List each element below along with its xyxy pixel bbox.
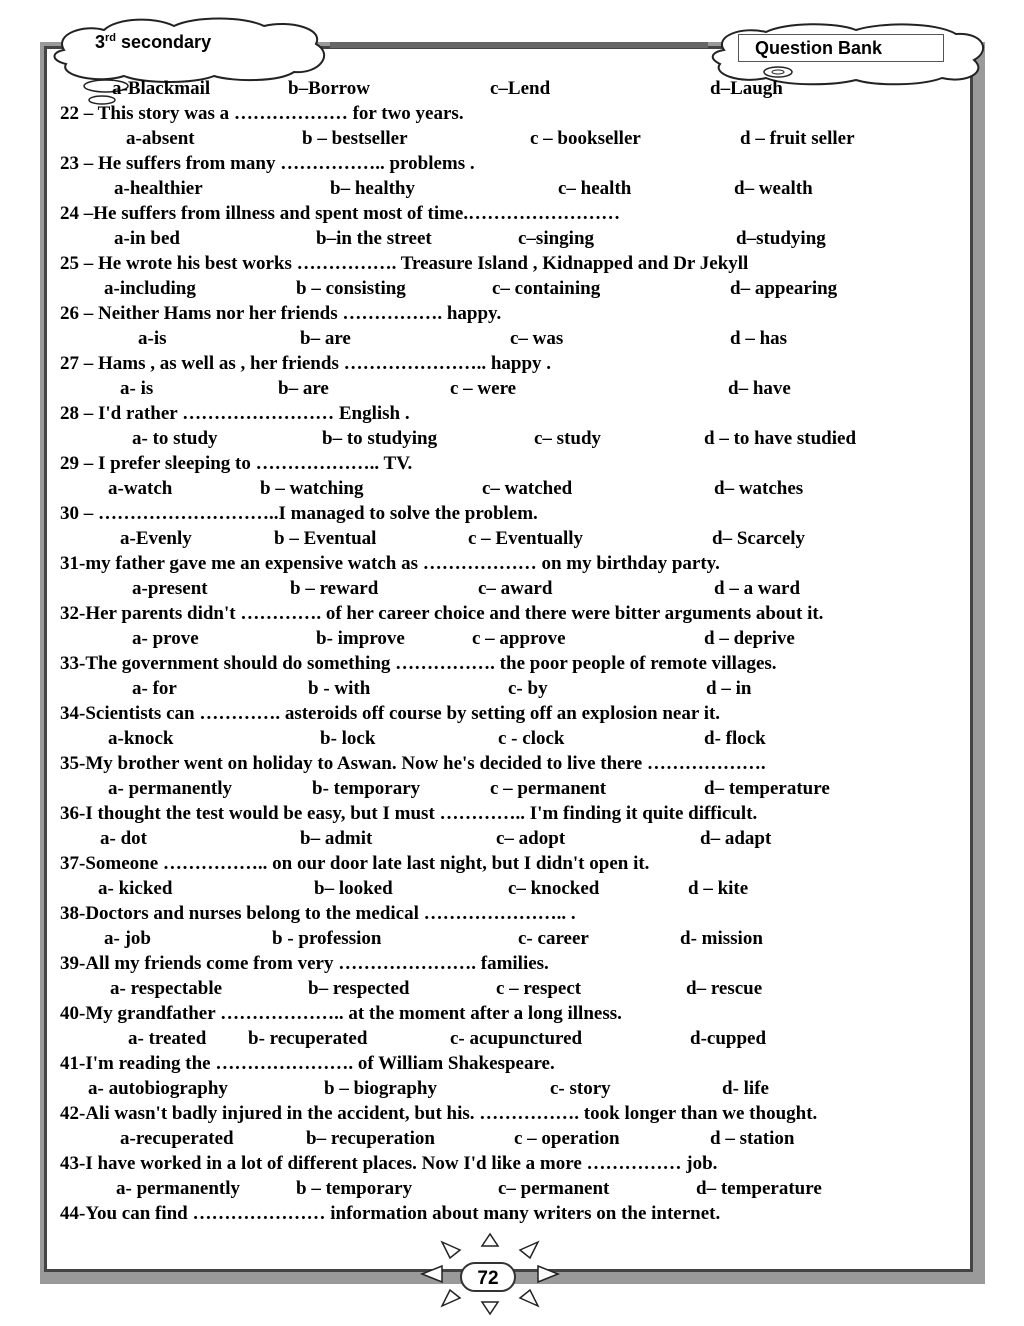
answer-option: d – deprive [704, 628, 795, 649]
question-text: 26 – Neither Hams nor her friends ……………. happy. [60, 303, 502, 324]
answer-option: a-absent [126, 128, 195, 149]
answer-option: c- acupunctured [450, 1028, 583, 1049]
answer-option: b – temporary [296, 1178, 413, 1199]
answer-option: a- dot [100, 828, 147, 849]
answer-option: c – respect [496, 978, 582, 999]
question-text: 23 – He suffers from many …………….. problems . [60, 153, 475, 174]
answer-option: a- job [104, 928, 151, 949]
answer-option: d – in [706, 678, 752, 699]
answer-option: b- recuperated [248, 1028, 368, 1049]
answer-option: d-cupped [690, 1028, 767, 1049]
question-text: 27 – Hams , as well as , her friends ………………….. happy . [60, 353, 552, 374]
question-text: 44-You can find ………………… information about many writers on the internet. [60, 1203, 721, 1224]
answer-option: c – approve [472, 628, 566, 649]
answer-option: c- by [508, 678, 548, 699]
answer-option: d– have [728, 378, 791, 399]
answer-option: d– temperature [696, 1178, 822, 1199]
page-number: 72 [460, 1262, 516, 1292]
answer-option: d- mission [680, 928, 763, 949]
answer-option: b – biography [324, 1078, 437, 1099]
question-text: 36-I thought the test would be easy, but I must ………….. I'm finding it quite difficult. [60, 803, 758, 824]
question-text: 30 – ………………………..I managed to solve the problem. [60, 503, 538, 524]
answer-option: b– to studying [322, 428, 438, 449]
question-text: 42-Ali wasn't badly injured in the accident, but his. ……………. took longer than we thought. [60, 1103, 818, 1124]
answer-option: b– healthy [330, 178, 415, 199]
question-text: 28 – I'd rather …………………… English . [60, 403, 410, 424]
answer-option: d– appearing [730, 278, 838, 299]
answer-option: b– are [278, 378, 329, 399]
answer-option: d – kite [688, 878, 749, 899]
answer-option: d – station [710, 1128, 795, 1149]
question-text: 41-I'm reading the …………………. of William Shakespeare. [60, 1053, 555, 1074]
question-text: 38-Doctors and nurses belong to the medical ………………….. . [60, 903, 576, 924]
answer-option: a- treated [128, 1028, 207, 1049]
question-text: 39-All my friends come from very …………………. families. [60, 953, 549, 974]
answer-option: c – bookseller [530, 128, 641, 149]
answer-option: c – permanent [490, 778, 607, 799]
answer-option: a- respectable [110, 978, 223, 999]
answer-option: c- story [550, 1078, 611, 1099]
answer-option: b– looked [314, 878, 393, 899]
answer-option: a- permanently [116, 1178, 241, 1199]
answer-option: d – a ward [714, 578, 801, 599]
answer-option: a- autobiography [88, 1078, 228, 1099]
answer-option: a-in bed [114, 228, 180, 249]
question-text: 31-my father gave me an expensive watch as ……………… on my birthday party. [60, 553, 720, 574]
answer-option: b– respected [308, 978, 410, 999]
answer-option: a-recuperated [120, 1128, 234, 1149]
answer-option: c– was [510, 328, 564, 349]
answer-option: c– watched [482, 478, 573, 499]
answer-option: d– watches [714, 478, 804, 499]
answer-option: a-knock [108, 728, 174, 749]
question-text: 24 –He suffers from illness and spent most of time.…………………… [60, 203, 621, 224]
question-text: 37-Someone …………….. on our door late last night, but I didn't open it. [60, 853, 650, 874]
answer-option: b – watching [260, 478, 364, 499]
answer-option: c–singing [518, 228, 595, 249]
answer-option: b – reward [290, 578, 379, 599]
answer-option: a-is [138, 328, 167, 349]
answer-option: d- flock [704, 728, 766, 749]
answer-option: c- career [518, 928, 589, 949]
answer-option: d – to have studied [704, 428, 857, 449]
answer-option: c– containing [492, 278, 601, 299]
answer-option: c– award [478, 578, 553, 599]
answer-option: a-watch [108, 478, 173, 499]
question-text: 43-I have worked in a lot of different places. Now I'd like a more …………… job. [60, 1153, 718, 1174]
answer-option: d–studying [736, 228, 826, 249]
answer-option: b- temporary [312, 778, 421, 799]
question-text: 40-My grandfather ……………….. at the moment after a long illness. [60, 1003, 622, 1024]
answer-option: b- lock [320, 728, 376, 749]
answer-option: a- kicked [98, 878, 173, 899]
answer-option: c - clock [498, 728, 565, 749]
answer-option: c– health [558, 178, 632, 199]
question-text: 34-Scientists can …………. asteroids off course by setting off an explosion near it. [60, 703, 721, 724]
answer-option: c – operation [514, 1128, 620, 1149]
answer-option: d– wealth [734, 178, 813, 199]
question-text: 32-Her parents didn't …………. of her career choice and there were bitter arguments about it. [60, 603, 824, 624]
answer-option: d– adapt [700, 828, 772, 849]
answer-option: c–Lend [490, 78, 551, 99]
question-text: 25 – He wrote his best works ……………. Treasure Island , Kidnapped and Dr Jekyll [60, 253, 749, 274]
answer-option: b– recuperation [306, 1128, 435, 1149]
question-text: 22 – This story was a ……………… for two years. [60, 103, 464, 124]
answer-option: a-Evenly [120, 528, 192, 549]
answer-option: b – consisting [296, 278, 406, 299]
header-question-bank: Question Bank [738, 34, 944, 62]
answer-option: b–Borrow [288, 78, 370, 99]
answer-option: b – bestseller [302, 128, 408, 149]
answer-option: a-healthier [114, 178, 203, 199]
answer-option: a-Blackmail [112, 78, 211, 99]
answer-option: d– rescue [686, 978, 763, 999]
answer-option: b– admit [300, 828, 373, 849]
question-text: 33-The government should do something ……………. the poor people of remote villages. [60, 653, 777, 674]
answer-option: b - profession [272, 928, 382, 949]
answer-option: a- to study [132, 428, 218, 449]
frame-top-bar [330, 42, 708, 48]
answer-option: a- for [132, 678, 177, 699]
answer-option: a- permanently [108, 778, 233, 799]
answer-option: b–in the street [316, 228, 432, 249]
answer-option: c – Eventually [468, 528, 584, 549]
answer-option: d–Laugh [710, 78, 783, 99]
answer-option: b – Eventual [274, 528, 377, 549]
answer-option: c– knocked [508, 878, 600, 899]
answer-option: a- prove [132, 628, 199, 649]
answer-option: d – has [730, 328, 788, 349]
answer-option: c– permanent [498, 1178, 610, 1199]
header-grade-label: 3rd secondary [95, 32, 212, 52]
answer-option: c– study [534, 428, 602, 449]
answer-option: d – fruit seller [740, 128, 855, 149]
answer-option: a- is [120, 378, 154, 399]
answer-option: c– adopt [496, 828, 566, 849]
answer-option: d- life [722, 1078, 769, 1099]
question-text: 29 – I prefer sleeping to ……………….. TV. [60, 453, 413, 474]
answer-option: d– Scarcely [712, 528, 806, 549]
answer-option: d– temperature [704, 778, 830, 799]
answer-option: b - with [308, 678, 371, 699]
answer-option: b- improve [316, 628, 405, 649]
answer-option: a-present [132, 578, 208, 599]
question-text: 35-My brother went on holiday to Aswan. Now he's decided to live there ………………. [60, 753, 766, 774]
answer-option: b– are [300, 328, 351, 349]
answer-option: c – were [450, 378, 517, 399]
answer-option: a-including [104, 278, 196, 299]
